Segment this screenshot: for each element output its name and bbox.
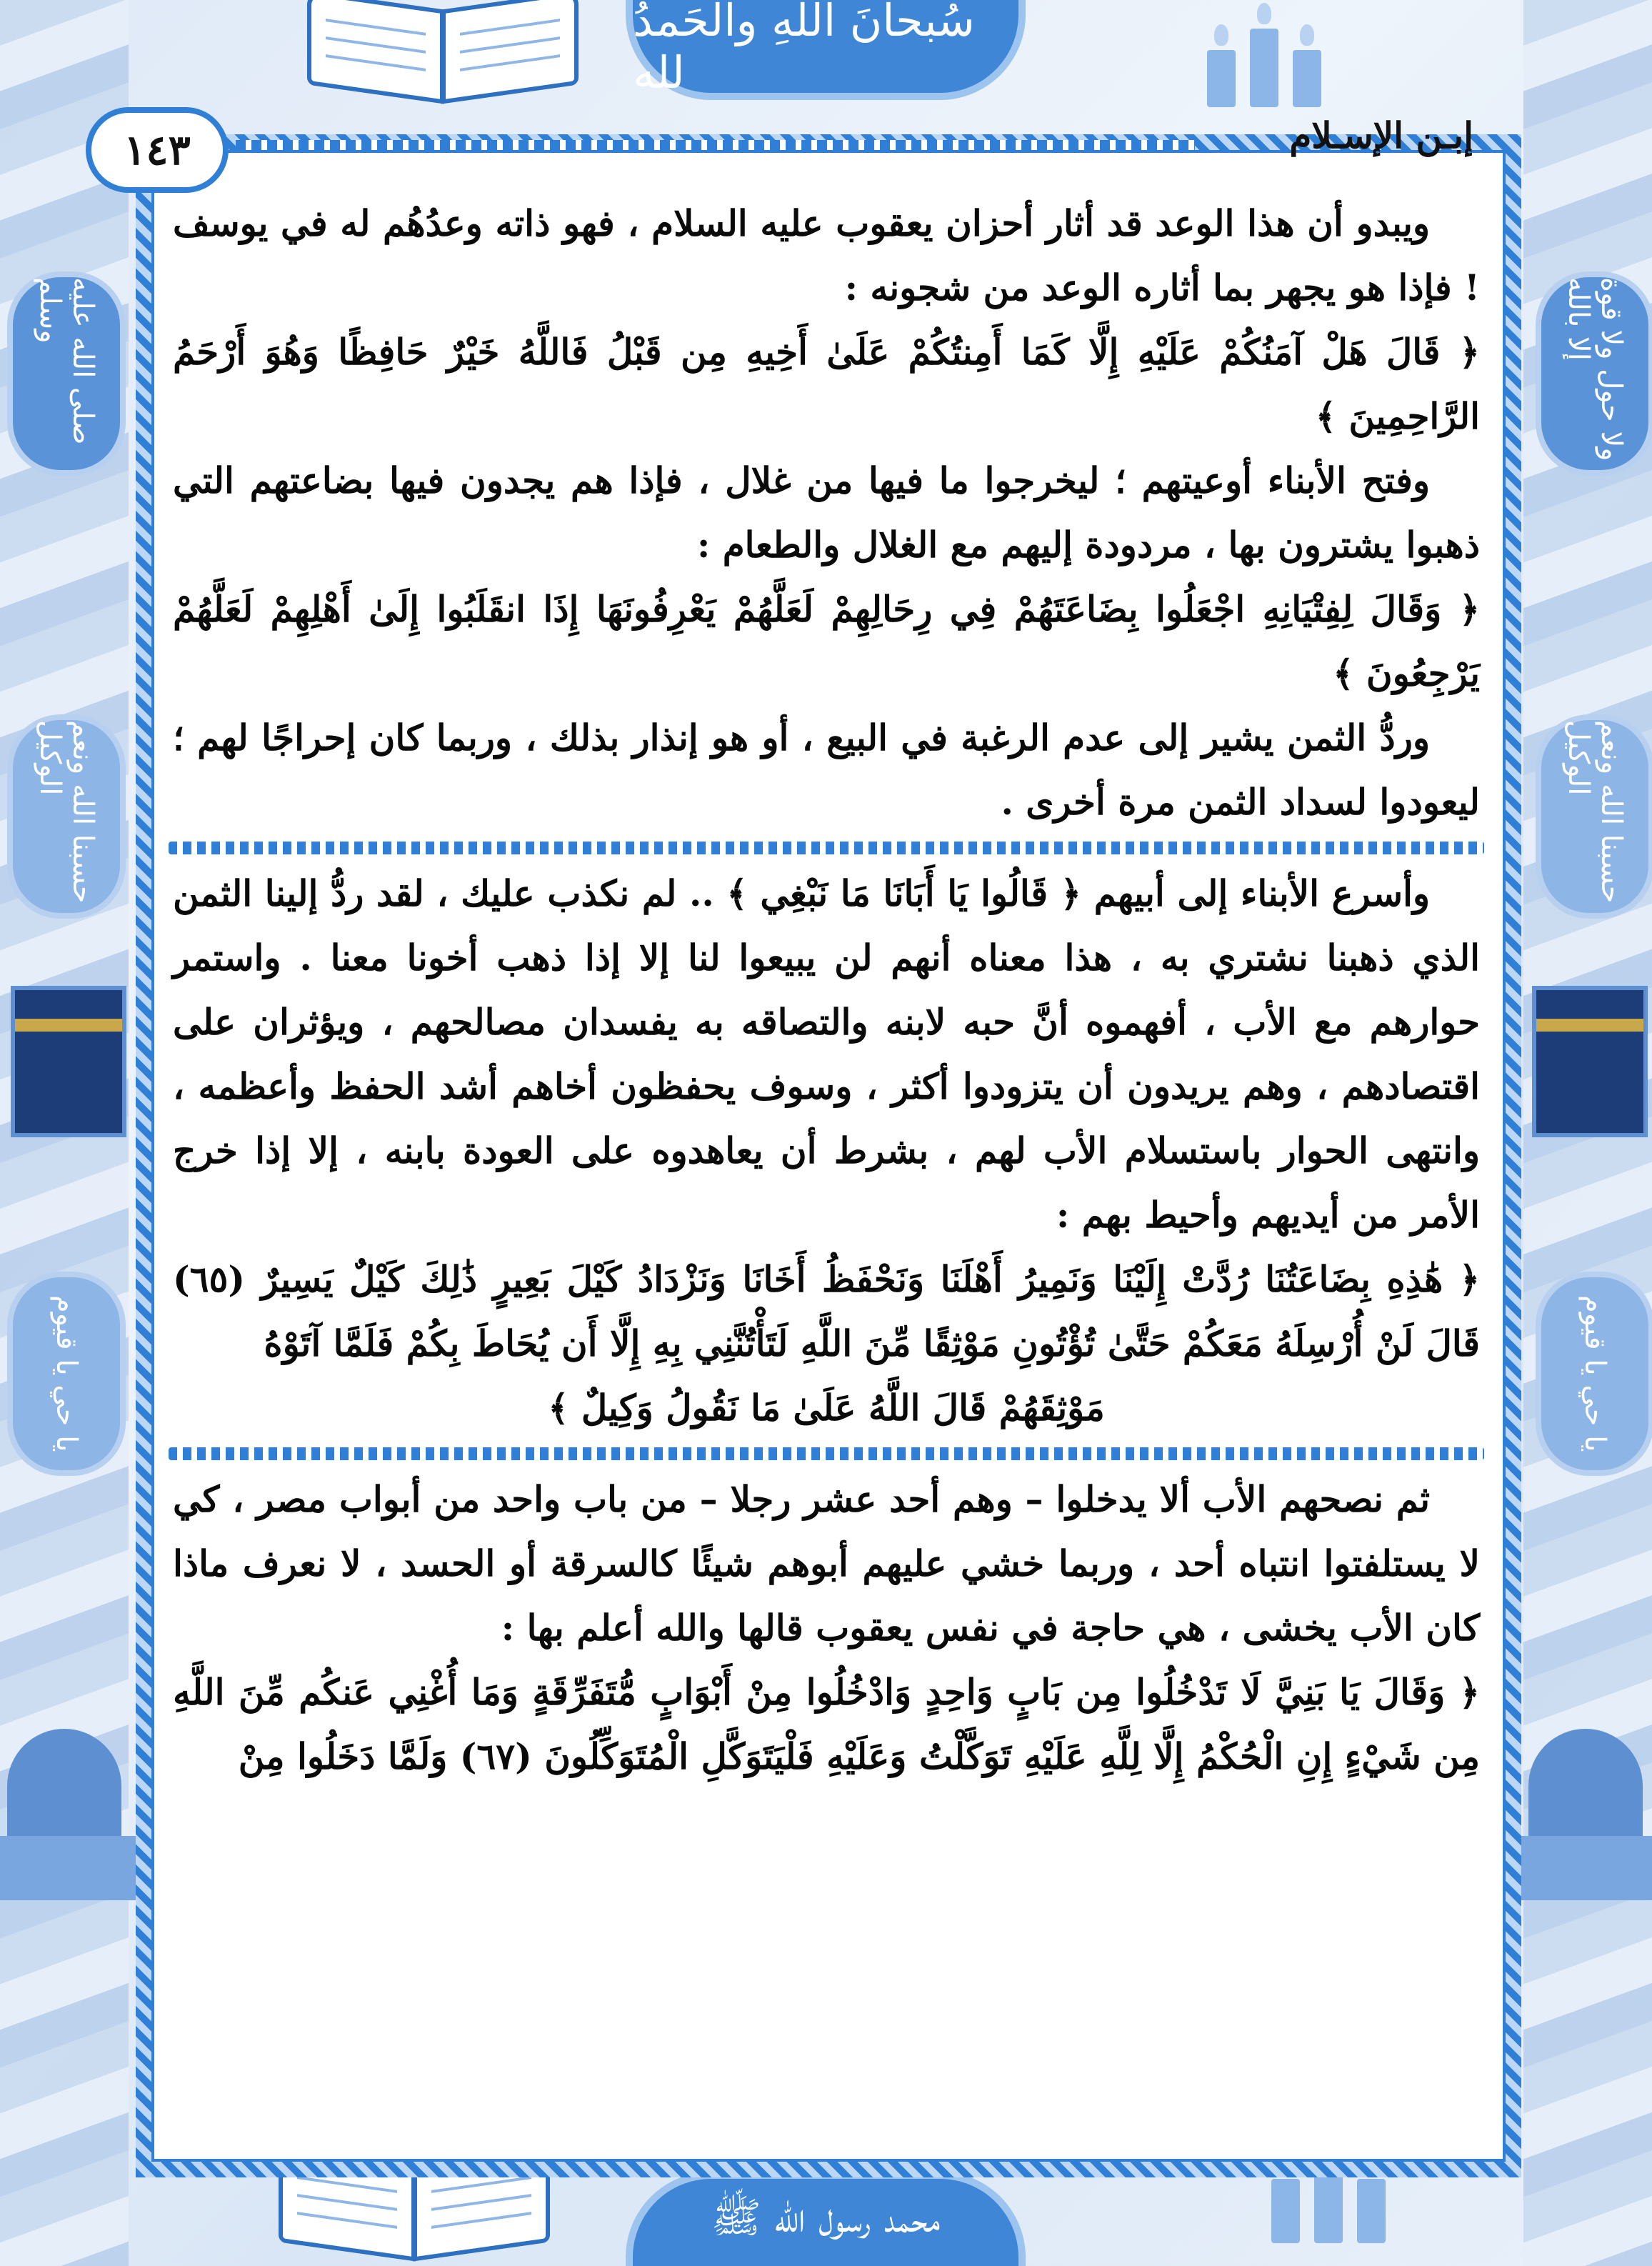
- mosque-dome-icon: [1514, 1715, 1652, 1900]
- bottom-banner: [626, 2172, 1026, 2266]
- left-medallion: [7, 271, 126, 476]
- quran-verse: ﴿ هَٰذِهِ بِضَاعَتُنَا رُدَّتْ إِلَيْنَا وَنَمِيرُ أَهْلَنَا وَنَحْفَظُ أَخَانَا وَنَزْدَادُ كَيْلَ بَعِيرٍ ذَٰلِكَ كَيْلٌ يَسِيرٌ (٦٥) قَالَ لَنْ أُرْسِلَهُ مَعَكُمْ حَتَّىٰ تُؤْتُونِ مَوْثِقًا مِّنَ اللَّهِ لَتَأْتُنَّنِي بِهِ إِلَّا أَن يُحَاطَ بِكُمْ فَلَمَّا آتَوْهُ: [173, 1258, 1480, 1364]
- paragraph: ويبدو أن هذا الوعد قد أثار أحزان يعقوب عليه السلام ، فهو ذاته وعدُهُم له في يوسف ! فإذا هو يجهر بما أثاره الوعد من شجونه :: [173, 202, 1480, 309]
- book-title: إبـن الإسـلام: [1289, 114, 1473, 156]
- top-banner-text: سُبحانَ اللهِ والحَمدُ لله: [633, 0, 975, 99]
- right-calligraphy-lower-text: يا حي يا قيوم: [1578, 1295, 1611, 1452]
- open-book-icon: [307, 0, 579, 100]
- left-calligraphy-lower: [7, 1272, 126, 1476]
- right-calligraphy: [1536, 714, 1652, 919]
- paragraph: وردُّ الثمن يشير إلى عدم الرغبة في البيع ، أو هو إنذار بذلك ، وربما كان إحراجًا لهم ؛ ليعودوا لسداد الثمن مرة أخرى .: [173, 717, 1480, 823]
- page-number-badge: [86, 107, 229, 193]
- quran-verse: ﴿ وَقَالَ لِفِتْيَانِهِ اجْعَلُوا بِضَاعَتَهُمْ فِي رِحَالِهِمْ لَعَلَّهُمْ يَعْرِفُونَهَا إِذَا انقَلَبُوا إِلَىٰ أَهْلِهِمْ لَعَلَّهُمْ يَرْجِعُونَ ﴾: [173, 588, 1480, 694]
- right-medallion: [1536, 271, 1652, 476]
- top-banner: [626, 0, 1026, 100]
- paragraph: وفتح الأبناء أوعيتهم ؛ ليخرجوا ما فيها من غلال ، فإذا هم يجدون فيها بضاعتهم التي ذهبوا يشترون بها ، مردودة إليهم مع الغلال والطعام :: [173, 459, 1480, 566]
- right-medallion-text: ولا حول ولا قوة إلا بالله: [1562, 277, 1628, 461]
- section-divider: [169, 1447, 1484, 1460]
- section-divider: [169, 842, 1484, 854]
- left-medallion-text: صلى الله عليه وسلم: [34, 277, 99, 445]
- paragraph: ثم نصحهم الأب ألا يدخلوا – وهم أحد عشر رجلا – من باب واحد من أبواب مصر ، كي لا يستلفتوا انتباه أحد ، وربما خشي عليهم أبوهم شيئًا كالسرقة أو الحسد ، لا نعرف ماذا كان الأب يخشى ، هي حاجة في نفس يعقوب قالها والله أعلم بها :: [173, 1478, 1480, 1649]
- kaaba-icon: [11, 986, 126, 1137]
- left-calligraphy-text: حسبنا الله ونعم الوكيل: [34, 720, 99, 904]
- quran-verse: ﴿ قَالَ هَلْ آمَنُكُمْ عَلَيْهِ إِلَّا كَمَا أَمِنتُكُمْ عَلَىٰ أَخِيهِ مِن قَبْلُ فَاللَّهُ خَيْرٌ حَافِظًا وَهُوَ أَرْحَمُ الرَّاحِمِينَ ﴾: [173, 331, 1480, 437]
- left-calligraphy-lower-text: يا حي يا قيوم: [50, 1295, 83, 1452]
- candles-icon: [1207, 29, 1321, 107]
- right-calligraphy-text: حسبنا الله ونعم الوكيل: [1562, 720, 1628, 904]
- kaaba-icon: [1532, 986, 1648, 1137]
- page-body: [169, 191, 1484, 1789]
- bottom-banner-text: محمد رسول الله ﷺ: [711, 2193, 941, 2242]
- header-ornament: [236, 140, 1195, 150]
- paragraph: وأسرع الأبناء إلى أبيهم ﴿ قَالُوا يَا أَبَانَا مَا نَبْغِي ﴾ .. لم نكذب عليك ، لقد ردُّ إلينا الثمن الذي ذهبنا نشتري به ، هذا معناه أنهم لن يبيعوا لنا إلا إذا ذهب أخونا معنا . واستمر حوارهم مع الأب ، أفهموه أنَّ حبه لابنه والتصاقه به يفسدان مصالحهم ، ويؤثران على اقتصادهم ، وهم يريدون أن يتزودوا أكثر ، وسوف يحفظون أخاهم أشد الحفظ وأعظمه ، وانتهى الحوار باستسلام الأب لهم ، بشرط أن يعاهدوه على العودة بابنه ، إلا إذا خرج الأمر من أيديهم وأحيط بهم :: [173, 872, 1480, 1236]
- right-calligraphy-lower: [1536, 1272, 1652, 1476]
- left-calligraphy: [7, 714, 126, 919]
- mosque-dome-icon: [0, 1715, 136, 1900]
- quran-verse-end: مَوْثِقَهُمْ قَالَ اللَّهُ عَلَىٰ مَا نَقُولُ وَكِيلٌ ﴾: [548, 1387, 1105, 1429]
- page-number: ١٤٣: [124, 126, 191, 174]
- quran-verse: ﴿ وَقَالَ يَا بَنِيَّ لَا تَدْخُلُوا مِن بَابٍ وَاحِدٍ وَادْخُلُوا مِنْ أَبْوَابٍ مُّتَفَرِّقَةٍ وَمَا أُغْنِي عَنكُم مِّنَ اللَّهِ مِن شَيْءٍ إِنِ الْحُكْمُ إِلَّا لِلَّهِ عَلَيْهِ تَوَكَّلْتُ وَعَلَيْهِ فَلْيَتَوَكَّلِ الْمُتَوَكِّلُونَ (٦٧) وَلَمَّا دَخَلُوا مِنْ: [173, 1671, 1480, 1777]
